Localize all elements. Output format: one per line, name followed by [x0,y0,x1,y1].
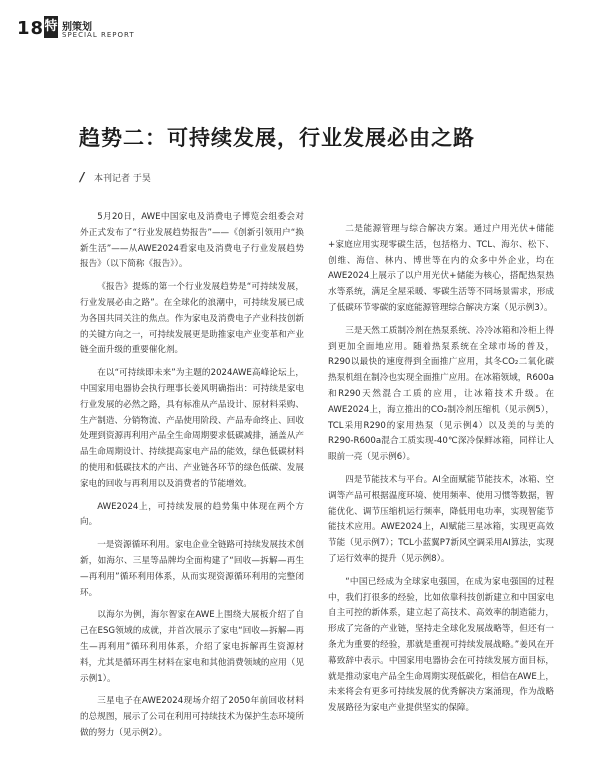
article-title: 趋势二：可持续发展，行业发展必由之路 [79,126,475,150]
paragraph: “中国已经成为全球家电强国，在成为家电强国的过程中，我们打很多的经验，比如依靠科技创新建立和中国家电自主可控的新体系，建立起了高技术、高效率的制造能力，形成了完备的产业链，坚持走全球化发展战略等，但还有一条尤为重要的经验，那就是重视可持续发展战略。”姜风在开幕致辞中表示。中国家用电器协会在可持续发展方面目标，就是推动家电产品全生命周期实现低碳化，相信在AWE上，未来将会有更多可持续发展的优秀解决方案涌现，作为战略发展路径为家电产业提供坚实的保障。 [328,576,554,714]
byline [80,170,151,184]
paragraph: 一是资源循环利用。家电企业全链路可持续发展技术创新，如海尔、三星等品牌均全面构建了“回收—拆解—再生—再利用”循环利用体系，从而实现资源循环利用的完整闭环。 [80,540,304,598]
paragraph: 四是节能技术与平台。AI全面赋能节能技术，冰箱、空调等产品可根据温度环境、使用频率、使用习惯等数据，智能优化、调节压缩机运行频率，降低用电功率，实现智能节能技术应用。AWE2024上，AI赋能三星冰箱，实现更高效节能（见示例7）；TCL小蓝翼P7新风空调采用AI算法，实现了运行效率的提升（见示例8）。 [328,474,554,564]
left-column [80,210,304,749]
section-mark: 特 [44,16,58,38]
paragraph: 三星电子在AWE2024现场介绍了2050年前回收材料的总规图，展示了公司在利用可持续技术为保护生态环境所做的努力（见示例2）。 [80,696,304,738]
paragraph: AWE2024上，可持续发展的趋势集中体现在两个方向。 [80,501,304,528]
paragraph: 以海尔为例，海尔智家在AWE上围绕大展板介绍了自己在ESG领域的成就，并首次展示了家电“回收—拆解—再生—再利用”循环利用体系，介绍了家电拆解再生资源材料，尤其是循环再生材料在家电和其他消费领域的应用（见示例1）。 [80,610,304,684]
section-name-cn: 别策划 [62,22,92,33]
paragraph: 在以“可持续即未来”为主题的2024AWE高峰论坛上，中国家用电器协会执行理事长姜风明确指出：可持续是家电行业发展的必然之路，具有标准从产品设计、原材料采购、生产制造、分销物流、产品使用阶段、产品寿命终止、回收处理到资源再利用产品全生命周期要求低碳减排，涵盖从产品生命周期设计、持续提高家电产品的能效，绿色低碳材料的使用和低碳技术的产出、产业链各环节的绿色低碳、发展家电的回收与再利用以及消费者的节能增效。 [80,368,304,489]
paragraph: 三是天然工质制冷剂在热泵系统、冷冷冰箱和冷柜上得到更加全面地应用。随着热泵系统在全球市场的普及，R290以最快的速度得到全面推广应用，其冬CO₂二氧化碳热泵机组在制冷也实现全面推广应用。在冰箱领域，R600a和R290天然混合工质的应用，让冰箱技术升级。在AWE2024上，海立推出的CO₂制冷剂压缩机（见示例5），TCL采用R290的家用热泵（见示例4）以及美的与美的R290-R600a混合工质实现-40℃深冷保鲜冰箱，同样让人眼前一亮（见示例6）。 [328,325,554,463]
paragraph: 《报告》提炼的第一个行业发展趋势是“可持续发展，行业发展必由之路”。在全球化的浪潮中，可持续发展已成为各国共同关注的焦点。作为家电及消费电子产业科技创新的关键方向之一，可持续发展更是助推家电产业变革和产业链全面升级的重要催化剂。 [80,282,304,356]
byline-author: 本刊记者 于昊 [94,174,151,184]
byline-slash-mark: / [80,170,85,184]
paragraph: 二是能源管理与综合解决方案。通过户用光伏+储能+家庭应用实现零碳生活，包括格力、TCL、海尔、松下、创维、海信、林内、博世等在内的众多中外企业，均在AWE2024上展示了以户用光伏+储能为核心，搭配热泵热水等系统，满足全屋采暖、零碳生活等不同场景需求，形成了低碳环节零碳的家庭能源管理综合解决方案（见示例3）。 [328,224,554,313]
right-column [328,222,554,724]
page-number: 18 [17,18,45,39]
paragraph: 5月20日，AWE中国家电及消费电子博览会组委会对外正式发布了“行业发展趋势报告”——《创新引领用户“换新生活”——从AWE2024看家电及消费电子行业发展趋势报告》（以下简称《报告》）。 [80,212,304,270]
page-header [0,0,600,48]
section-name-en: SPECIAL REPORT [62,31,135,39]
